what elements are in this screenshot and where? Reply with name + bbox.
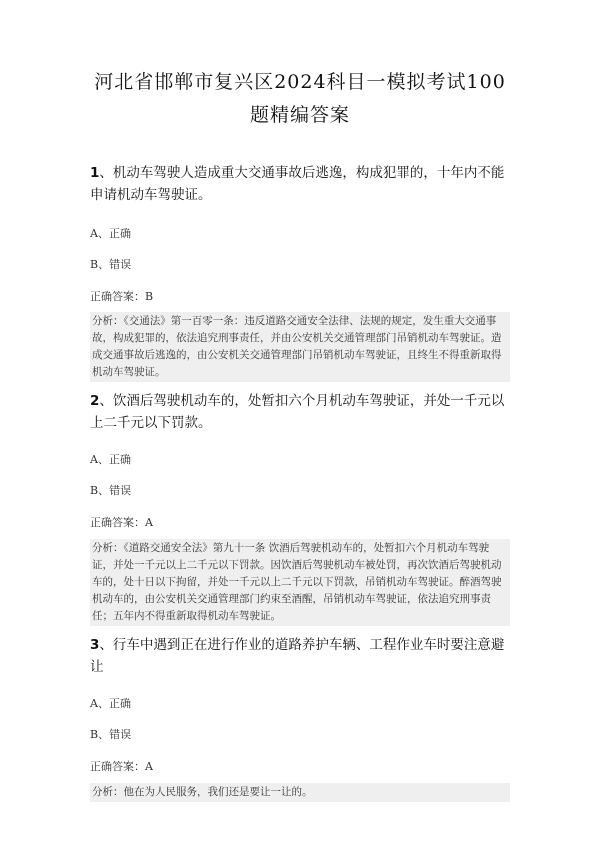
- question-number: 3: [90, 637, 100, 653]
- analysis-box: 分析：《交通法》第一百零一条：违反道路交通安全法律、法规的规定，发生重大交通事故，构成犯罪的，依法追究刑事责任，并由公安机关交通管理部门吊销机动车驾驶证。造成交通事故后逃逸的，由公安机关交通管理部门吊销机动车驾驶证，且终生不得重新取得机动车驾驶证。: [90, 312, 510, 382]
- question-text: 机动车驾驶人造成重大交通事故后逃逸，构成犯罪的，十年内不能申请机动车驾驶证。: [90, 165, 505, 203]
- option-b: B、错误: [90, 484, 132, 497]
- question-stem: [90, 162, 510, 206]
- question-text: 饮酒后驾驶机动车的，处暂扣六个月机动车驾驶证，并处一千元以上二千元以下罚款。: [90, 393, 505, 431]
- question-stem: [90, 390, 510, 434]
- analysis-box: 分析：《道路交通安全法》第九十一条 饮酒后驾驶机动车的，处暂扣六个月机动车驾驶证，并处一千元以上二千元以下罚款。因饮酒后驾驶机动车被处罚，再次饮酒后驾驶机动车的，处十日以下拘留，并处一千元以上二千元以下罚款，吊销机动车驾驶证。醉酒驾驶机动车的，由公安机关交通管理部门约束至酒醒，吊销机动车驾驶证，依法追究刑事责任；五年内不得重新取得机动车驾驶证。: [90, 539, 510, 626]
- question-number: 1: [90, 165, 100, 181]
- option-a: A、正确: [90, 227, 131, 240]
- document-title: 河北省邯郸市复兴区2024科目一模拟考试100题精编答案: [94, 71, 506, 126]
- option-b: B、错误: [90, 258, 132, 271]
- question-separator: 、: [99, 393, 113, 409]
- question-separator: 、: [99, 165, 113, 181]
- question-stem: [90, 634, 510, 678]
- question-number: 2: [90, 393, 100, 409]
- option-a: A、正确: [90, 697, 131, 710]
- question-text: 行车中遇到正在进行作业的道路养护车辆、工程作业车时要注意避让: [90, 637, 505, 675]
- correct-answer: 正确答案：B: [90, 290, 154, 303]
- analysis-box: 分析：他在为人民服务，我们还是要让一让的。: [90, 783, 510, 802]
- correct-answer: 正确答案：A: [90, 760, 153, 773]
- question-item: [90, 390, 510, 626]
- option-b: B、错误: [90, 728, 132, 741]
- question-item: [90, 162, 510, 382]
- correct-answer: 正确答案：A: [90, 516, 153, 529]
- option-a: A、正确: [90, 453, 131, 466]
- question-separator: 、: [99, 637, 113, 653]
- question-item: [90, 634, 510, 802]
